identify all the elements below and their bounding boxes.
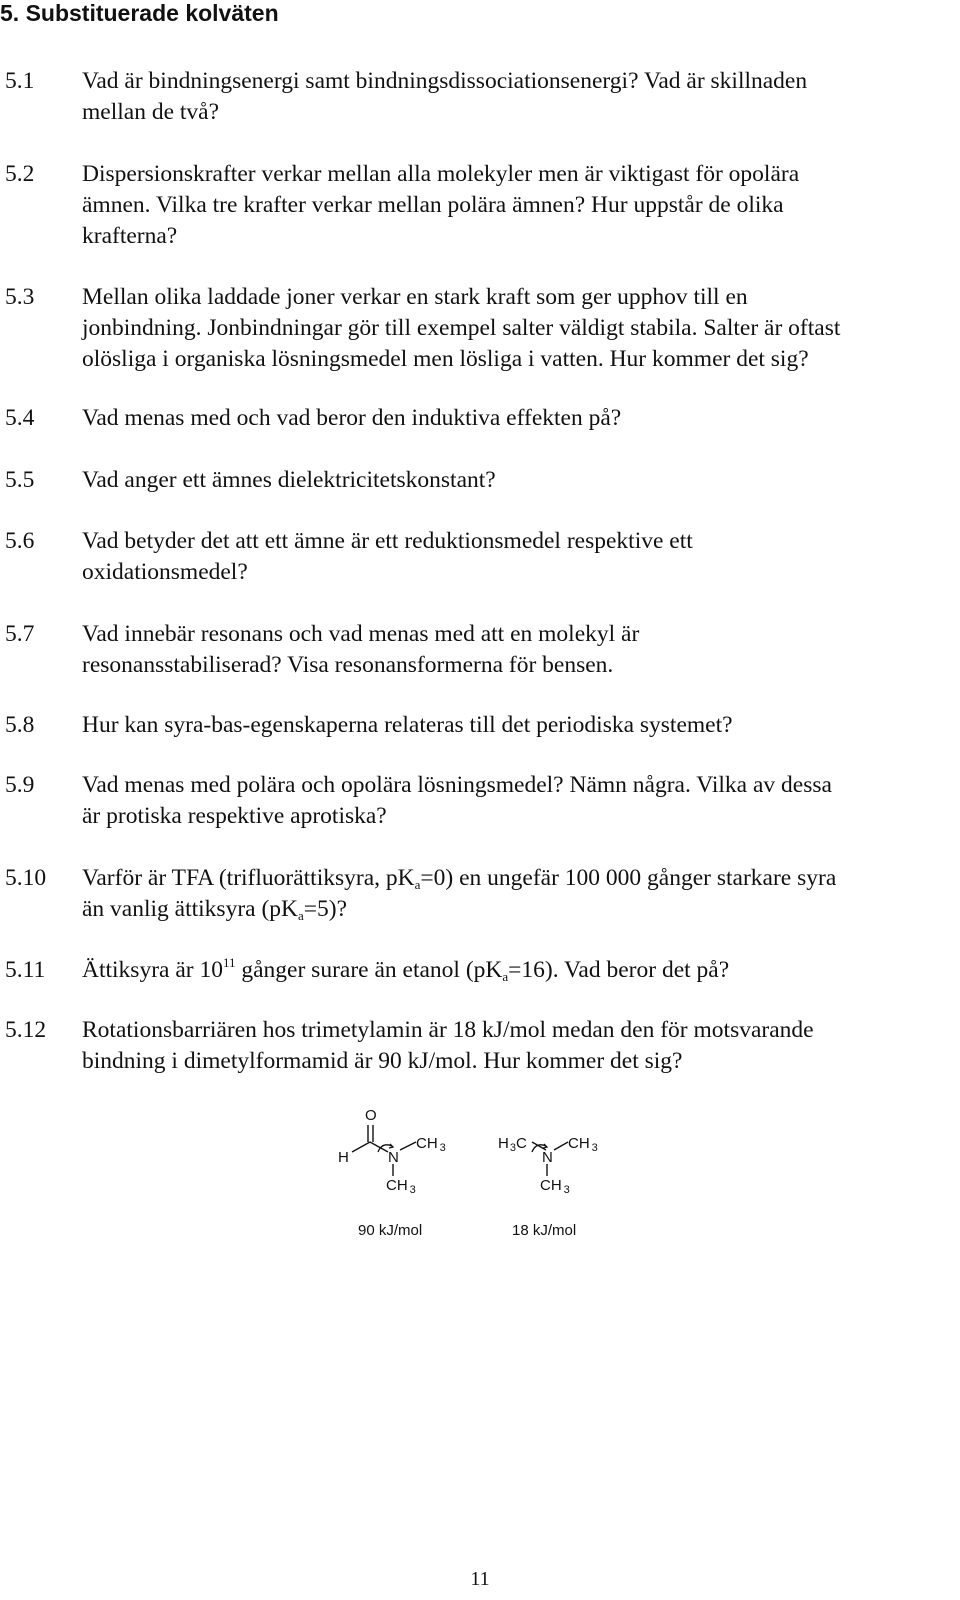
text-run: Ättiksyra är 10 <box>82 957 223 983</box>
question-number: 5.8 <box>5 712 35 738</box>
text-run: =16). Vad beror det på? <box>508 957 730 983</box>
question-line <box>82 863 954 894</box>
hydrogen-atom-label: H <box>338 1149 349 1166</box>
question-text <box>82 863 954 925</box>
question-text <box>82 619 954 681</box>
question-line: Vad innebär resonans och vad menas med att en molekyl är <box>82 621 640 647</box>
question-text <box>82 282 954 375</box>
question-text <box>82 403 954 434</box>
rotation-barrier-figure <box>320 1092 640 1262</box>
bond-line <box>400 1142 416 1150</box>
section-heading: 5. Substituerade kolväten <box>0 0 279 26</box>
question-line: Vad menas med polära och opolära lösningsmedel? Nämn några. Vilka av dessa <box>82 772 832 798</box>
bond-line <box>554 1142 568 1150</box>
question-text <box>82 159 954 252</box>
text-run: än vanlig ättiksyra (pK <box>82 896 299 922</box>
question-line: Hur kan syra-bas-egenskaperna relateras till det periodiska systemet? <box>82 712 733 738</box>
question-line: Vad anger ett ämnes dielektricitetskonstant? <box>82 467 496 493</box>
methyl-label-right: CH $_3$ <box>568 1135 598 1154</box>
question-number: 5.1 <box>5 68 35 94</box>
question-line: Rotationsbarriären hos trimetylamin är 18 kJ/mol medan den för motsvarande <box>82 1017 814 1043</box>
question-number: 5.12 <box>5 1017 47 1043</box>
question-line <box>82 894 954 925</box>
question-text <box>82 526 954 588</box>
question-line: bindning i dimetylformamid är 90 kJ/mol. Hur kommer det sig? <box>82 1048 683 1074</box>
text-run: =5)? <box>303 896 348 922</box>
text-run: =0) en ungefär 100 000 gånger starkare syra <box>420 865 837 891</box>
text-run: gånger surare än etanol (pK <box>235 957 503 983</box>
dimethylformamide-structure <box>338 1107 446 1239</box>
question-number: 5.6 <box>5 528 35 554</box>
question-text <box>82 1015 954 1077</box>
trimethylamine-structure <box>498 1135 598 1239</box>
question-line: krafterna? <box>82 223 178 249</box>
text-run: Varför är TFA (trifluorättiksyra, pK <box>82 865 415 891</box>
superscript: 11 <box>222 955 236 970</box>
question-text <box>82 465 954 496</box>
energy-label-dmf: 90 kJ/mol <box>358 1222 423 1239</box>
question-line: Mellan olika laddade joner verkar en stark kraft som ger upphov till en <box>82 284 748 310</box>
question-line: Vad menas med och vad beror den induktiva effekten på? <box>82 405 622 431</box>
question-line: Vad är bindningsenergi samt bindningsdissociationsenergi? Vad är skillnaden <box>82 68 808 94</box>
question-line: olösliga i organiska lösningsmedel men lösliga i vatten. Hur kommer det sig? <box>82 346 809 372</box>
page-number: 11 <box>470 1568 490 1590</box>
question-number: 5.7 <box>5 621 35 647</box>
question-text <box>82 955 954 986</box>
question-line: resonansstabiliserad? Visa resonansformerna för bensen. <box>82 652 614 678</box>
question-line: mellan de två? <box>82 99 220 125</box>
question-text <box>82 66 954 128</box>
question-number: 5.10 <box>5 865 47 891</box>
question-line: oxidationsmedel? <box>82 559 248 585</box>
oxygen-atom-label: O <box>365 1107 377 1124</box>
question-line: Dispersionskrafter verkar mellan alla molekyler men är viktigast för opolära <box>82 161 800 187</box>
methyl-label-bottom: CH $_3$ <box>540 1177 570 1196</box>
methyl-label-left: $H_3C$ <box>498 1135 527 1154</box>
question-line: Vad betyder det att ett ämne är ett reduktionsmedel respektive ett <box>82 528 693 554</box>
subscript: a <box>502 969 509 984</box>
energy-label-tma: 18 kJ/mol <box>512 1222 577 1239</box>
question-number: 5.9 <box>5 772 35 798</box>
bond-line <box>352 1142 370 1152</box>
nitrogen-atom-label: N <box>542 1149 553 1166</box>
methyl-label-right: CH $_3$ <box>416 1135 446 1154</box>
subscript: a <box>298 908 304 923</box>
question-line: är protiska respektive aprotiska? <box>82 803 387 829</box>
nitrogen-atom-label: N <box>388 1149 399 1166</box>
subscript: a <box>414 877 421 892</box>
question-number: 5.4 <box>5 405 35 431</box>
question-text <box>82 710 954 741</box>
methyl-label-bottom: CH $_3$ <box>386 1177 416 1196</box>
question-number: 5.3 <box>5 284 35 310</box>
question-number: 5.5 <box>5 467 35 493</box>
question-line: jonbindning. Jonbindningar gör till exempel salter väldigt stabila. Salter är oftast <box>82 315 841 341</box>
question-line: ämnen. Vilka tre krafter verkar mellan polära ämnen? Hur uppstår de olika <box>82 192 784 218</box>
question-number: 5.2 <box>5 161 35 187</box>
question-text <box>82 770 954 832</box>
question-number: 5.11 <box>5 957 46 983</box>
question-line <box>82 955 954 986</box>
